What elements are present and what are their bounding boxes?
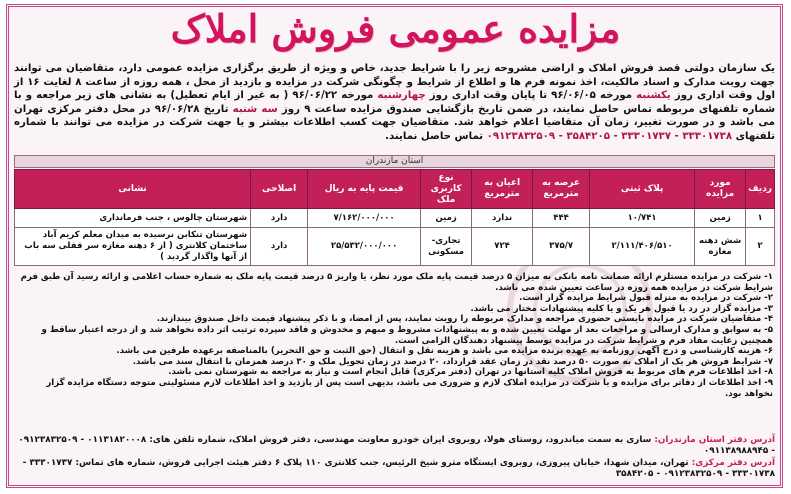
col-land-area: عرصه به مترمربع bbox=[533, 170, 590, 209]
list-item: ۱- شرکت در مزایده مستلزم ارائه ضمانت نامه بانکی به میزان ۵ درصد قیمت پایه ملک مورد نظر، یا واریز ۵ درصد قیمت پایه ملک به شماره حساب اعلامی و ارائه رسید آن طبق فرم شرایط شرکت در مزایده همه روزه در ساعت تعیین شده می باشد. bbox=[20, 272, 773, 293]
list-item: ۳- مزایده گزار در رد یا قبول هر یک و یا کلیه پیشنهادات مختار می باشد. bbox=[470, 303, 773, 314]
col-row: ردیف bbox=[746, 170, 775, 209]
list-item: ۷- شرایط فروش هر یک از املاک به صورت ۵۰ درصد نقد در زمان عقد قرارداد، ۲۰ درصد در زمان تحویل ملک و ۳۰ درصد همزمان با انتقال سند می باشد. bbox=[132, 356, 773, 367]
property-table bbox=[14, 169, 775, 266]
col-price: قیمت پایه به ریال bbox=[308, 170, 421, 209]
cell-row: ۱ bbox=[746, 209, 775, 228]
cell-reform: دارد bbox=[251, 209, 308, 228]
cell-price: ۷/۱۶۲/۰۰۰/۰۰۰ bbox=[308, 209, 421, 228]
cell-price: ۲۵/۵۳۲/۰۰۰/۰۰۰ bbox=[308, 228, 421, 266]
col-reform: اصلاحی bbox=[251, 170, 308, 209]
cell-address: شهرستان تنکابن نرسیده به میدان معلم کریم آباد ساختمان کلانتری ( از ۶ دهنه مغازه سر قفلی سه باب از آنها واگذار گردید ) bbox=[15, 228, 251, 266]
col-build-area: اعیان به مترمربع bbox=[472, 170, 533, 209]
list-item: ۲- شرکت در مزایده به منزله قبول شرایط مزایده گزار است. bbox=[519, 293, 773, 304]
cell-address: شهرستان چالوس ، جنب فرمانداری bbox=[15, 209, 251, 228]
province-office-address: آدرس دفتر استان مازندران: ساری به سمت میاندرود، روستای هولا، روبروی ایران خودرو معاونت مهندسی، دفتر فروش املاک، شماره تلفن های: ۰۱۱۳۱۸۲۰۰۰۸ - ۰۹۱۲۳۸۳۲۵۰۹ - ۰۹۱۱۳۸۹۸۸۹۴۵ bbox=[18, 435, 775, 457]
start-day: یکشنبه bbox=[636, 90, 671, 102]
list-item: ۶- هزینه کارشناسی و درج آگهی روزنامه به عهده برنده مزایده می باشد و هزینه نقل و انتقال (حق الثبت و حق التحریر) بالمناصفه برعهده طرفین می باشد. bbox=[116, 346, 773, 357]
end-date: مورخه ۹۶/۰۶/۲۲ bbox=[292, 90, 374, 102]
cell-plaque: ۲/۱۱۱/۴۰۶/۵۱۰ bbox=[590, 228, 695, 266]
region-label: استان مازندران bbox=[14, 155, 775, 168]
central-office-address: آدرس دفتر مرکزی: تهران، میدان شهدا، خیابان پیروزی، روبروی ایستگاه مترو شیخ الرئیس، جنب کلانتری ۱۱۰ پلاک ۶ دفتر هیئت اجرایی فروش، شماره های تماس: ۳۳۳۰۱۷۳۷ - ۳۳۳۰۱۷۳۸ - ۰۹۱۲۳۸۳۲۵۰۹ - ۳۵۸۴۲۰۵ bbox=[22, 457, 775, 479]
table-row bbox=[15, 228, 775, 266]
cell-row: ۲ bbox=[746, 228, 775, 266]
addresses bbox=[14, 435, 775, 480]
start-date: مورخه ۹۶/۰۶/۰۵ bbox=[551, 90, 633, 102]
list-item: ۸- اخذ اطلاعات فرم های مربوط به فروش املاک کلیه استانها در تهران (دفتر مرکزی) قابل انجام است و نیاز به مراجعه به شهرستان نمی باشد. bbox=[168, 367, 773, 378]
cell-usage: زمین bbox=[421, 209, 472, 228]
end-day: چهارشنبه bbox=[377, 90, 426, 102]
cell-build-area: ندارد bbox=[472, 209, 533, 228]
ad-title: مزایده عمومی فروش املاک bbox=[170, 6, 621, 51]
intro-paragraph: یک سازمان دولتی قصد فروش املاک و اراضی مشروحه زیر را با شرایط جدید، خاص و ویژه از طریق برگزاری مزایده عمومی دارد، متقاضیان می توانند جهت رویت مدارک و اسناد مالکیت، اخذ نمونه فرم ها و اطلاع از شرایط و چگونگی شرکت در مزایده و بازدید از محل ، همه روزه از ساعت ۸ لغایت ۱۶ از اول وقت اداری روز یکشنبه مورخه ۹۶/۰۶/۰۵ تا پایان وقت اداری روز چهارشنبه مورخه ۹۶/۰۶/۲۲ ( به غیر از ایام تعطیل) به نشانی های زیر مراجعه و با شماره تلفنهای مربوطه تماس حاصل نمایند، در ضمن تاریخ بازگشایی صندوق مزایده ساعت ۹ روز سه شنبه تاریخ ۹۶/۰۶/۲۸ در محل دفتر مرکزی تهران می باشد و در صورت تغییر، زمان آن متقاضیا اعلام خواهد شد. متقاضیان جهت کسب اطلاعات بیشتر و یا جهت شرکت در مزایده می توانند با شماره تلفنهای ۳۳۳۰۱۷۳۸ - ۳۳۳۰۱۷۳۷ - ۳۵۸۴۲۰۵ - ۰۹۱۲۳۸۳۲۵۰۹ تماس حاصل نمایند. bbox=[14, 63, 776, 142]
col-address: نشانی bbox=[15, 170, 251, 209]
cell-plaque: ۱۰/۷۴۱ bbox=[590, 209, 695, 228]
list-item: ۵- به سوابق و مدارک ارسالی و مراجعات بعد از مهلت تعیین شده و به پیشنهادات مشروط و مبهم و مخدوش و فاقد سپرده ترتیب اثر داده نخواهد شد و از درجه اعتبار ساقط و همچنین رعایت مفاد فرم و شرایط شرکت در مزایده توسط پیشنهاد دهندگان الزامی است. bbox=[41, 324, 773, 346]
list-item: ۴- متقاضیان شرکت در مزایده بایستی حضوری مراجعه و مدارک مربوطه را رویت نمایند، پس از امضا، و با ذکر پیشنهاد قیمت داخل صندوق بیندازند. bbox=[156, 314, 773, 325]
cell-build-area: ۷۲۴ bbox=[472, 228, 533, 266]
cell-reform: دارد bbox=[251, 228, 308, 266]
cell-land-area: ۳۷۵/۷ bbox=[533, 228, 590, 266]
col-plaque: پلاک ثبتی bbox=[590, 170, 695, 209]
open-day: سه شنبه bbox=[232, 103, 278, 115]
open-date: تاریخ ۹۶/۰۶/۲۸ bbox=[154, 103, 229, 115]
cell-type: زمین bbox=[695, 209, 746, 228]
cell-usage: تجاری- مسکونی bbox=[421, 228, 472, 266]
conditions-list bbox=[14, 272, 775, 399]
table-header-row bbox=[15, 170, 775, 209]
phone-numbers: ۳۳۳۰۱۷۳۸ - ۳۳۳۰۱۷۳۷ - ۳۵۸۴۲۰۵ - ۰۹۱۲۳۸۳۲۵۰۹ bbox=[486, 130, 733, 142]
col-type: مورد مزایده bbox=[695, 170, 746, 209]
list-item: ۹- اخذ اطلاعات از دفاتر برای مزایده و یا شرکت در مزایده املاک لازم و ضروری می باشد، بدیهی است پس از بازدید و اخذ اطلاعات لازم مسئولیتی متوجه دستگاه مزایده گزار نخواهد بود. bbox=[46, 377, 773, 399]
table-row bbox=[15, 209, 775, 228]
col-usage: نوع کاربری ملک bbox=[421, 170, 472, 209]
cell-land-area: ۴۴۴ bbox=[533, 209, 590, 228]
cell-type: شش دهنه مغازه bbox=[695, 228, 746, 266]
